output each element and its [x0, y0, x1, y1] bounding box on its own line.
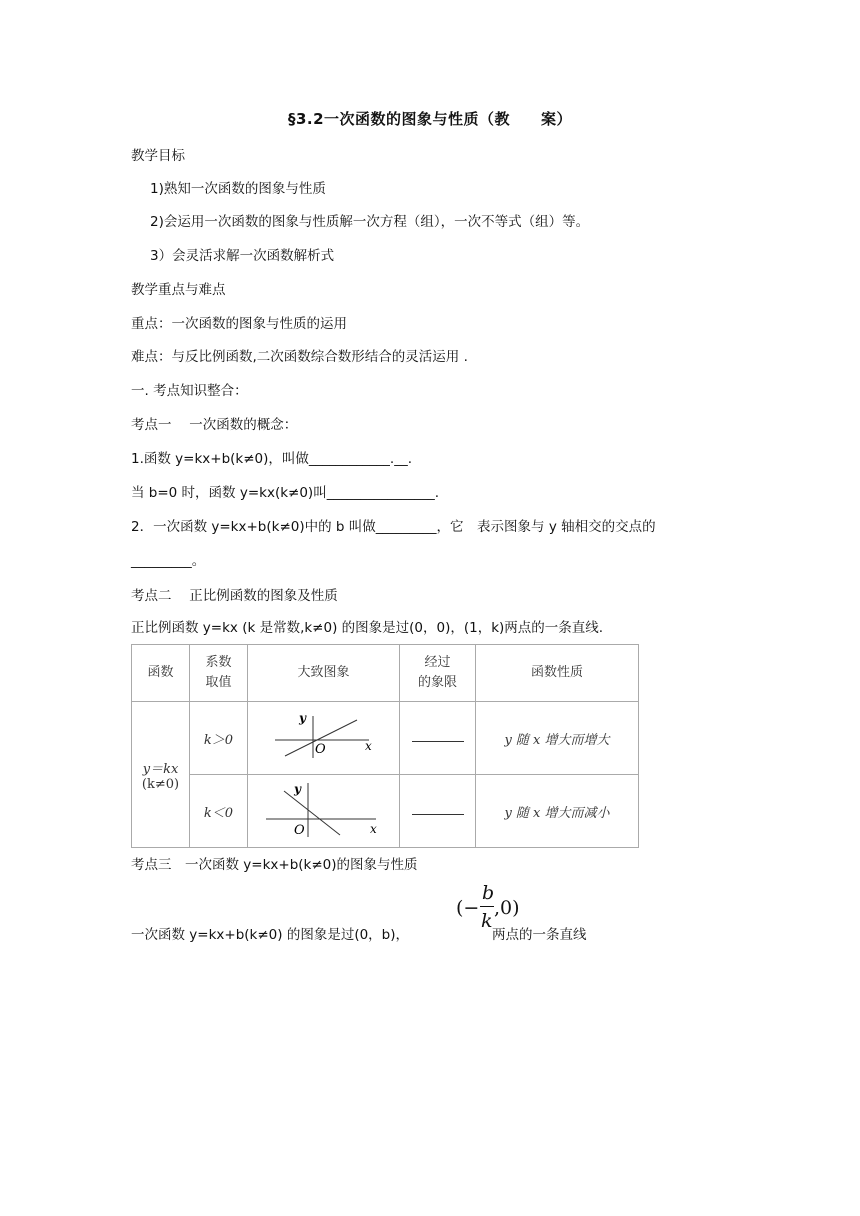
graph-negative [248, 775, 400, 848]
goal-item-1: 1)熟知一次函数的图象与性质 [150, 181, 326, 197]
fraction-open: (− [456, 897, 480, 919]
graph-y-label-2: y [293, 782, 301, 796]
quadrants-blank-2 [400, 775, 476, 848]
goals-heading: 教学目标 [131, 148, 185, 164]
function-formula: y＝kx [142, 761, 179, 777]
function-condition: (k≠0) [141, 776, 180, 792]
header-quadrants: 经过 的象限 [400, 645, 476, 702]
quadrants-blank-1 [400, 702, 476, 775]
point1-q2b: _________。 [131, 553, 206, 569]
fraction-close: ,0) [494, 897, 520, 919]
property-text-1: y 随 x 增大而增大 [504, 732, 610, 748]
properties-table [131, 644, 639, 848]
point1-q1: 1.函数 y=kx+b(k≠0)，叫做____________.__. [131, 451, 412, 467]
point3-heading: 考点三 一次函数 y=kx+b(k≠0)的图象与性质 [131, 857, 418, 873]
fraction-bar [480, 906, 494, 907]
focus-difficulty: 难点：与反比例函数,二次函数综合数形结合的灵活运用 . [131, 349, 468, 365]
point2-heading: 考点二 正比例函数的图象及性质 [131, 588, 338, 604]
fraction-numerator: b [482, 882, 495, 904]
property-decreasing [476, 775, 639, 848]
graph-x-label: x [364, 739, 372, 753]
graph-origin-label-2: O [293, 823, 305, 838]
focus-heading: 教学重点与难点 [131, 282, 226, 298]
header-graph: 大致图象 [248, 645, 400, 702]
graph-y-label: y [298, 711, 306, 725]
header-function: 函数 [132, 645, 190, 702]
page-title: §3.2一次函数的图象与性质（教 案） [287, 110, 573, 128]
graph-positive [248, 702, 400, 775]
graph-increasing-line [269, 710, 379, 762]
header-property: 函数性质 [476, 645, 639, 702]
coef-negative: k＜0 [190, 775, 248, 848]
property-text-2: y 随 x 增大而减小 [504, 805, 610, 821]
goal-item-3: 3）会灵活求解一次函数解析式 [150, 248, 335, 264]
point3-desc: 一次函数 y=kx+b(k≠0) 的图象是过(0，b)， [131, 927, 410, 943]
point2-desc: 正比例函数 y=kx (k 是常数,k≠0) 的图象是过(0，0)，(1，k)两点的一条直线. [131, 620, 604, 636]
function-cell [132, 702, 190, 848]
point1-q2a: 2．一次函数 y=kx+b(k≠0)中的 b 叫做_________，它 表示图象与 y 轴相交的交点的 [131, 519, 656, 535]
focus-key: 重点：一次函数的图象与性质的运用 [131, 316, 347, 332]
goal-item-2: 2)会运用一次函数的图象与性质解一次方程（组），一次不等式（组）等。 [150, 214, 590, 230]
point3-tail: 两点的一条直线 [492, 927, 587, 943]
fraction-denominator: k [481, 910, 493, 932]
graph-origin-label: O [314, 742, 326, 757]
point1-heading: 考点一 一次函数的概念： [131, 417, 298, 433]
header-coefficient: 系数 取值 [190, 645, 248, 702]
coef-positive: k＞0 [190, 702, 248, 775]
section-heading: 一. 考点知识整合： [131, 383, 248, 399]
graph-x-label-2: x [369, 822, 377, 836]
property-increasing [476, 702, 639, 775]
point1-q1b: 当 b=0 时，函数 y=kx(k≠0)叫________________. [131, 485, 439, 501]
graph-decreasing-line [264, 779, 384, 839]
